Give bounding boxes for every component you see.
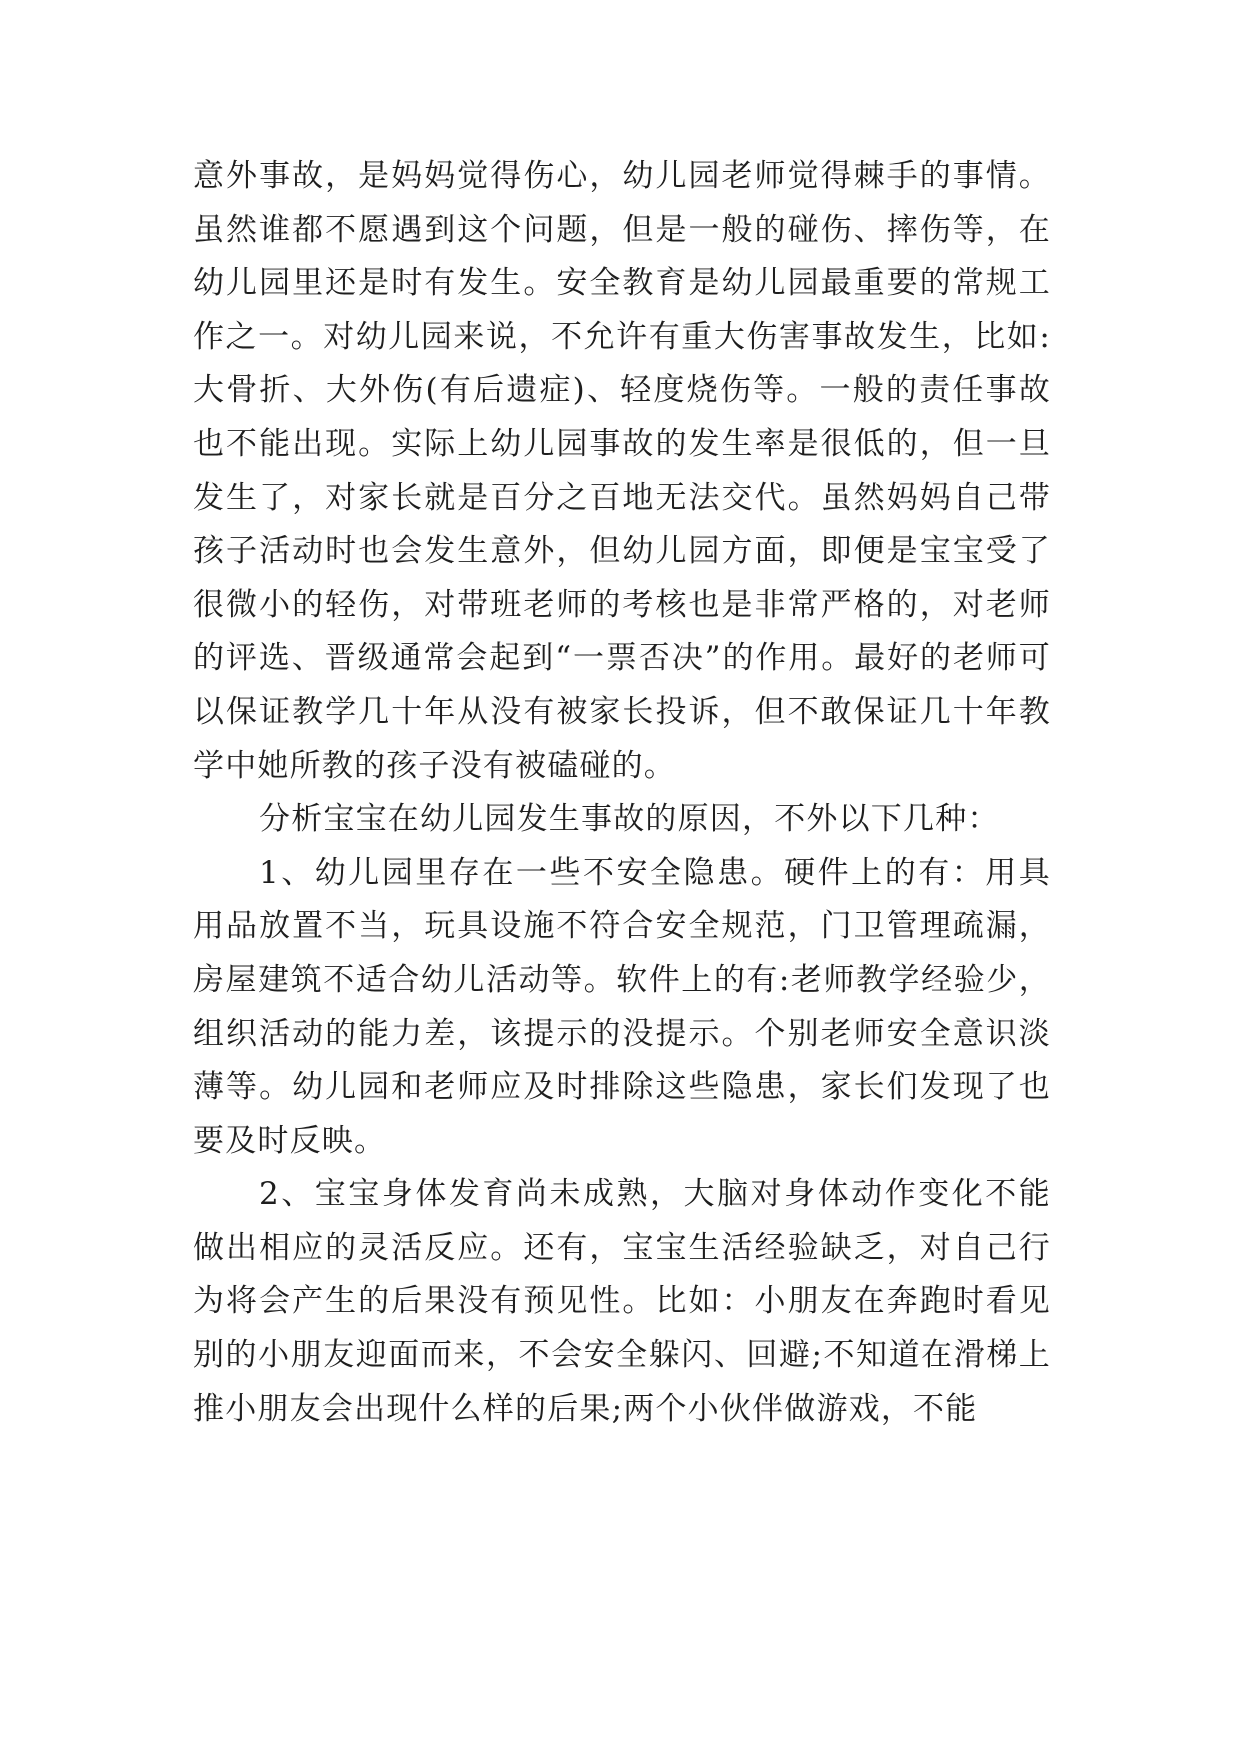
paragraph-cause-1: 1、幼儿园里存在一些不安全隐患。硬件上的有：用具用品放置不当，玩具设施不符合安全规范，门卫管理疏漏，房屋建筑不适合幼儿活动等。软件上的有:老师教学经验少，组织活动的能力差，该提示的没提示。个别老师安全意识淡薄等。幼儿园和老师应及时排除这些隐患，家长们发现了也要及时反映。 (193, 854, 1051, 1159)
paragraph-accident-intro: 意外事故，是妈妈觉得伤心，幼儿园老师觉得棘手的事情。虽然谁都不愿遇到这个问题，但是一般的碰伤、摔伤等，在幼儿园里还是时有发生。安全教育是幼儿园最重要的常规工作之一。对幼儿园来说，不允许有重大伤害事故发生，比如:大骨折、大外伤(有后遗症)、轻度烧伤等。一般的责任事故也不能出现。实际上幼儿园事故的发生率是很低的，但一旦发生了，对家长就是百分之百地无法交代。虽然妈妈自己带孩子活动时也会发生意外，但幼儿园方面，即便是宝宝受了很微小的轻伤，对带班老师的考核也是非常严格的，对老师的评选、晋级通常会起到“一票否决”的作用。最好的老师可以保证教学几十年从没有被家长投诉，但不敢保证几十年教学中她所教的孩子没有被磕碰的。 (193, 158, 1051, 784)
document-body (193, 150, 1051, 1436)
paragraph-cause-summary: 分析宝宝在幼儿园发生事故的原因，不外以下几种： (259, 801, 1000, 838)
paragraph-cause-2: 2、宝宝身体发育尚未成熟，大脑对身体动作变化不能做出相应的灵活反应。还有，宝宝生活经验缺乏，对自己行为将会产生的后果没有预见性。比如：小朋友在奔跑时看见别的小朋友迎面而来，不会安全躲闪、回避;不知道在滑梯上推小朋友会出现什么样的后果;两个小伙伴做游戏，不能 (193, 1176, 1051, 1427)
